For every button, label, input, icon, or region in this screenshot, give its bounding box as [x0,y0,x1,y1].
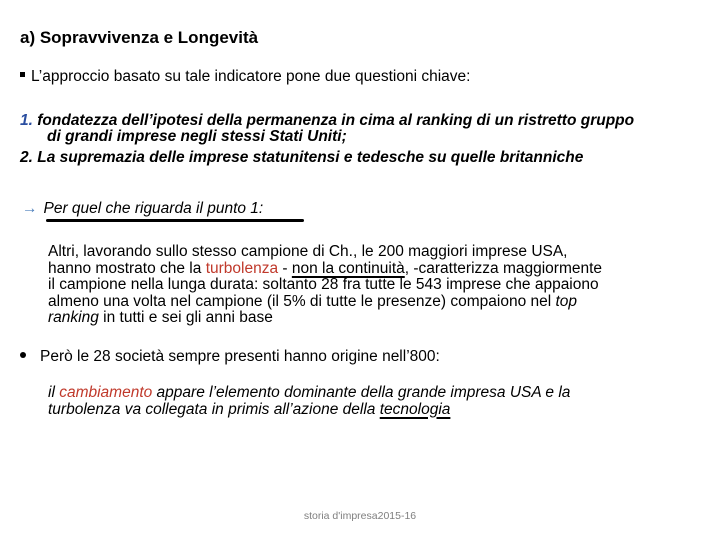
intro-text: L’approccio basato su tale indicatore pone due questioni chiave: [31,68,471,85]
paragraph-dash: - [278,259,292,277]
question-2 [20,150,637,166]
bullet-origin [20,349,440,366]
cambiamento-highlight: cambiamento [59,384,153,401]
paragraph-text: Altri, lavorando sullo stesso campione di Ch., le 200 maggiori imprese USA, hanno mostrato che la [48,243,568,277]
conclusion-text-2: appare l’elemento dominante della grande impresa USA e la turbolenza va collegata in primis all’azione della [48,384,571,418]
conclusion-text: il [48,384,60,401]
question-1-text: fondatezza dell’ipotesi della permanenza in cima al ranking di un ristretto gruppo di grandi imprese negli stessi Stati Uniti; [37,112,635,145]
question-1 [20,113,637,145]
round-bullet-icon [20,352,26,358]
main-paragraph [48,244,608,327]
slide-footer: storia d'impresa2015-16 [303,510,417,522]
arrow-right-icon: → [22,200,38,217]
non-continuita-underlined: non la continuità [291,259,405,277]
top-ranking-italic: top ranking [48,292,578,326]
question-1-number: 1. [20,112,33,129]
point-1-heading-text: Per quel che riguarda il punto 1: [43,200,264,217]
turbolenza-highlight: turbolenza [205,259,279,277]
bullet-origin-text: Però le 28 società sempre presenti hanno origine nell’800: [40,348,440,365]
tecnologia-underlined: tecnologia [379,400,451,418]
slide-title: a) Sopravvivenza e Longevità [20,28,259,47]
conclusion [48,385,608,418]
underline-highlight [46,219,304,222]
point-1-heading [22,200,263,218]
intro-line [20,68,470,86]
paragraph-text-3: in tutti e sei gli anni base [98,309,273,326]
question-2-number: 2. [20,149,33,166]
paragraph-text-2: , -caratterizza maggiormente il campione nella lunga durata: soltanto 28 fra tutte le 543 imprese che appaiono almeno una volta nel campione (il 5% di tutte le presenze) compaiono nel [48,259,603,310]
question-2-text: La supremazia delle imprese statunitensi e tedesche su quelle britanniche [37,149,584,166]
square-bullet-icon [20,72,25,77]
